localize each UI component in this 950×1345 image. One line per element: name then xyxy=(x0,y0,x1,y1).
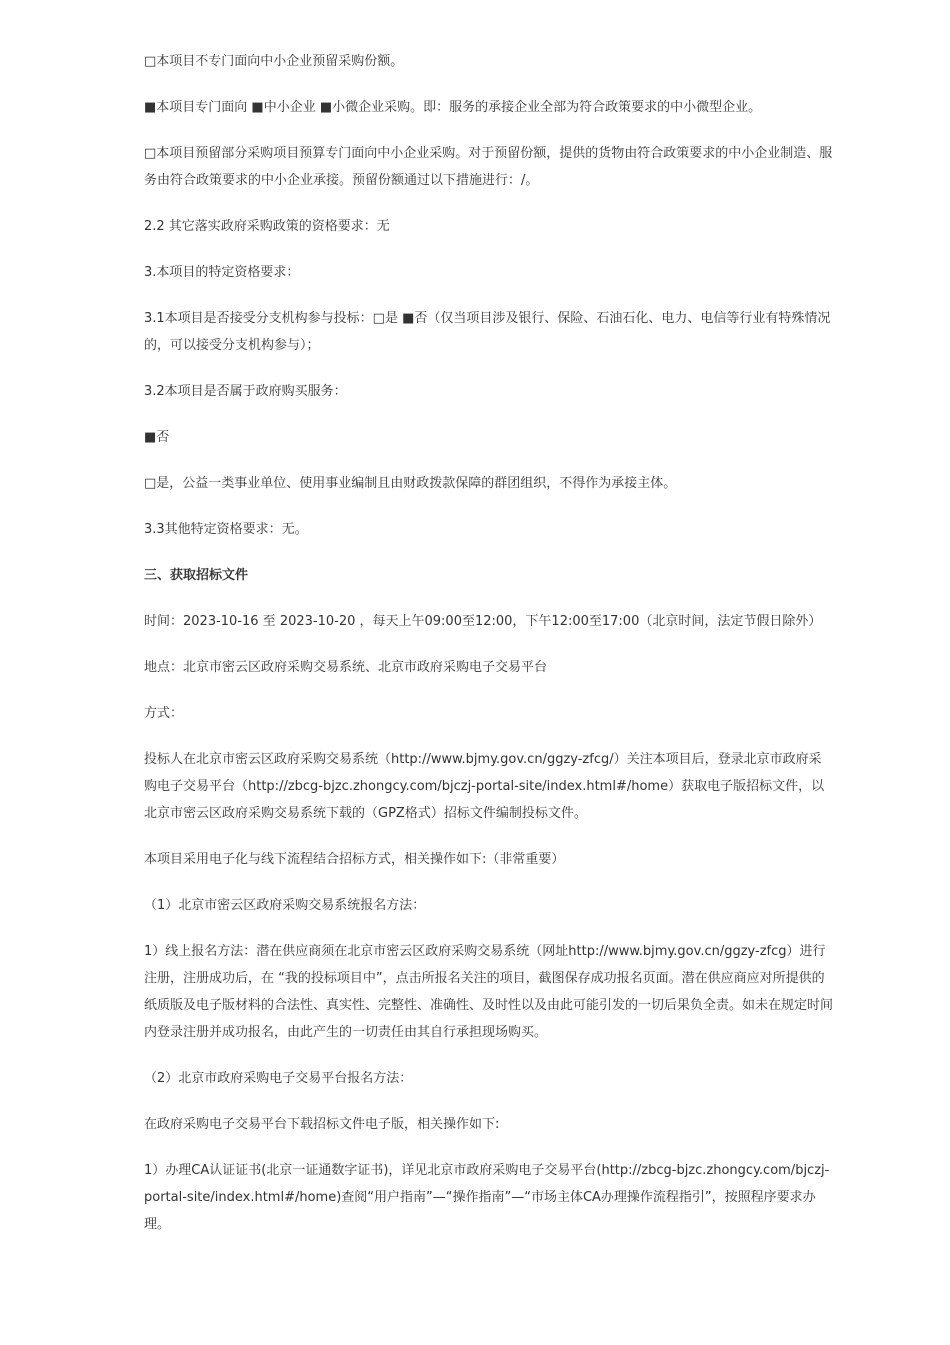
other-policy-requirements: 2.2 其它落实政府采购政策的资格要求：无 xyxy=(144,219,390,234)
obtain-method-detail: 投标人在北京市密云区政府采购交易系统（http://www.bjmy.gov.cn/ggzy-zfcg/）关注本项目后，登录北京市政府采购电子交易平台（http://zbcg-bjzc.zhongcy.com/bjczj-portal-site/index.html#/home）获取电子版招标文件，以北京市密云区政府采购交易系统下载的（GPZ格式）招标文件编制投标文件。 xyxy=(144,752,825,821)
ca-certificate-step: 1）办理CA认证证书(北京一证通数字证书)，详见北京市政府采购电子交易平台(http://zbcg-bjzc.zhongcy.com/bjczj-portal-site/index.html#/home)查阅“用户指南”—“操作指南”—“市场主体CA办理操作流程指引”，按照程序要求办理。 xyxy=(144,1163,830,1232)
online-registration-method: 1）线上报名方法：潜在供应商须在北京市密云区政府采购交易系统（网址http://www.bjmy.gov.cn/ggzy-zfcg）进行注册，注册成功后，在 “我的投标项目中”，点击所报名关注的项目，截图保存成功报名页面。潜在供应商应对所提供的纸质版及电子版材料的合法性、真实性、完整性、准确性、及时性以及由此可能引发的一切后果负全责。如未在规定时间内登录注册并成功报名，由此产生的一切责任由其自行承担现场购买。 xyxy=(144,944,834,1040)
sme-not-reserved-option: □本项目不专门面向中小企业预留采购份额。 xyxy=(144,54,404,69)
branch-participation-item: 3.1本项目是否接受分支机构参与投标：□是 ■否（仅当项目涉及银行、保险、石油石化、电力、电信等行业有特殊情况的，可以接受分支机构参与）； xyxy=(144,311,831,353)
obtain-location: 地点：北京市密云区政府采购交易系统、北京市政府采购电子交易平台 xyxy=(144,660,548,675)
obtain-time: 时间：2023-10-16 至 2023-10-20 ，每天上午09:00至12:00，下午12:00至17:00（北京时间，法定节假日除外） xyxy=(144,614,822,629)
gov-purchase-service-no: ■否 xyxy=(144,430,170,445)
sme-dedicated-option: ■本项目专门面向 ■中小企业 ■小微企业采购。即：服务的承接企业全部为符合政策要求的中小微型企业。 xyxy=(144,100,762,115)
obtain-method-label: 方式： xyxy=(144,706,184,721)
electronic-process-note: 本项目采用电子化与线下流程结合招标方式，相关操作如下:（非常重要） xyxy=(144,852,565,867)
document-body xyxy=(144,48,834,1257)
gov-purchase-service-yes: □是，公益一类事业单位、使用事业编制且由财政拨款保障的群团组织，不得作为承接主体。 xyxy=(144,476,677,491)
miyun-registration-heading: （1）北京市密云区政府采购交易系统报名方法： xyxy=(144,898,426,913)
download-instructions: 在政府采购电子交易平台下载招标文件电子版，相关操作如下: xyxy=(144,1117,500,1132)
other-specific-requirements: 3.3其他特定资格要求：无。 xyxy=(144,522,308,537)
gov-purchase-service-item: 3.2本项目是否属于政府购买服务： xyxy=(144,384,347,399)
beijing-platform-registration-heading: （2）北京市政府采购电子交易平台报名方法： xyxy=(144,1071,413,1086)
sme-partial-reserve-option: □本项目预留部分采购项目预算专门面向中小企业采购。对于预留份额，提供的货物由符合政策要求的中小企业制造、服务由符合政策要求的中小企业承接。预留份额通过以下措施进行：/。 xyxy=(144,146,833,188)
section-heading-obtain-documents: 三、获取招标文件 xyxy=(144,568,249,583)
specific-qualification-heading: 3.本项目的特定资格要求： xyxy=(144,265,300,280)
